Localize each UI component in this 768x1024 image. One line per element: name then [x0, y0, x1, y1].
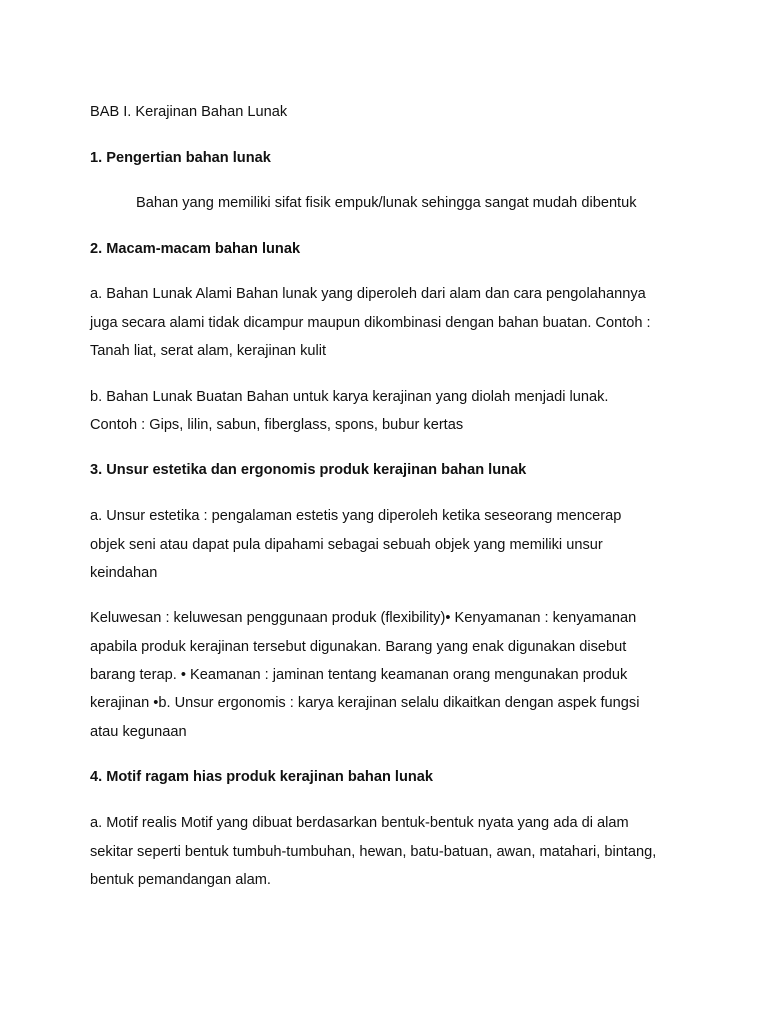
paragraph-line: bentuk pemandangan alam. — [90, 872, 271, 888]
section-heading-3: 3. Unsur estetika dan ergonomis produk kerajinan bahan lunak — [90, 462, 527, 478]
paragraph-line: Contoh : Gips, lilin, sabun, fiberglass, spons, bubur kertas — [90, 417, 464, 433]
section-heading-4: 4. Motif ragam hias produk kerajinan bahan lunak — [90, 769, 434, 785]
paragraph-line: a. Unsur estetika : pengalaman estetis yang diperoleh ketika seseorang mencerap — [90, 508, 622, 524]
paragraph-line: sekitar seperti bentuk tumbuh-tumbuhan, hewan, batu-batuan, awan, matahari, bintang, — [90, 844, 657, 860]
paragraph-line: b. Bahan Lunak Buatan Bahan untuk karya kerajinan yang diolah menjadi lunak. — [90, 389, 609, 405]
paragraph-line: kerajinan •b. Unsur ergonomis : karya kerajinan selalu dikaitkan dengan aspek fungsi — [90, 695, 640, 711]
paragraph-line: objek seni atau dapat pula dipahami sebagai sebuah objek yang memiliki unsur — [90, 537, 603, 553]
paragraph-line: Keluwesan : keluwesan penggunaan produk (flexibility)• Kenyamanan : kenyamanan — [90, 610, 637, 626]
section-heading-2: 2. Macam-macam bahan lunak — [90, 241, 301, 257]
definition-text: Bahan yang memiliki sifat fisik empuk/lunak sehingga sangat mudah dibentuk — [136, 195, 637, 211]
paragraph-line: a. Bahan Lunak Alami Bahan lunak yang diperoleh dari alam dan cara pengolahannya — [90, 286, 646, 302]
paragraph-line: apabila produk kerajinan tersebut digunakan. Barang yang enak digunakan disebut — [90, 639, 627, 655]
document-title: BAB I. Kerajinan Bahan Lunak — [90, 104, 288, 120]
paragraph-line: Tanah liat, serat alam, kerajinan kulit — [90, 343, 327, 359]
paragraph-line: a. Motif realis Motif yang dibuat berdasarkan bentuk-bentuk nyata yang ada di alam — [90, 815, 629, 831]
paragraph-line: juga secara alami tidak dicampur maupun dikombinasi dengan bahan buatan. Contoh : — [90, 315, 651, 331]
paragraph-line: keindahan — [90, 565, 158, 581]
paragraph-line: barang terap. • Keamanan : jaminan tentang keamanan orang mengunakan produk — [90, 667, 628, 683]
paragraph-line: atau kegunaan — [90, 724, 187, 740]
section-heading-1: 1. Pengertian bahan lunak — [90, 150, 271, 166]
